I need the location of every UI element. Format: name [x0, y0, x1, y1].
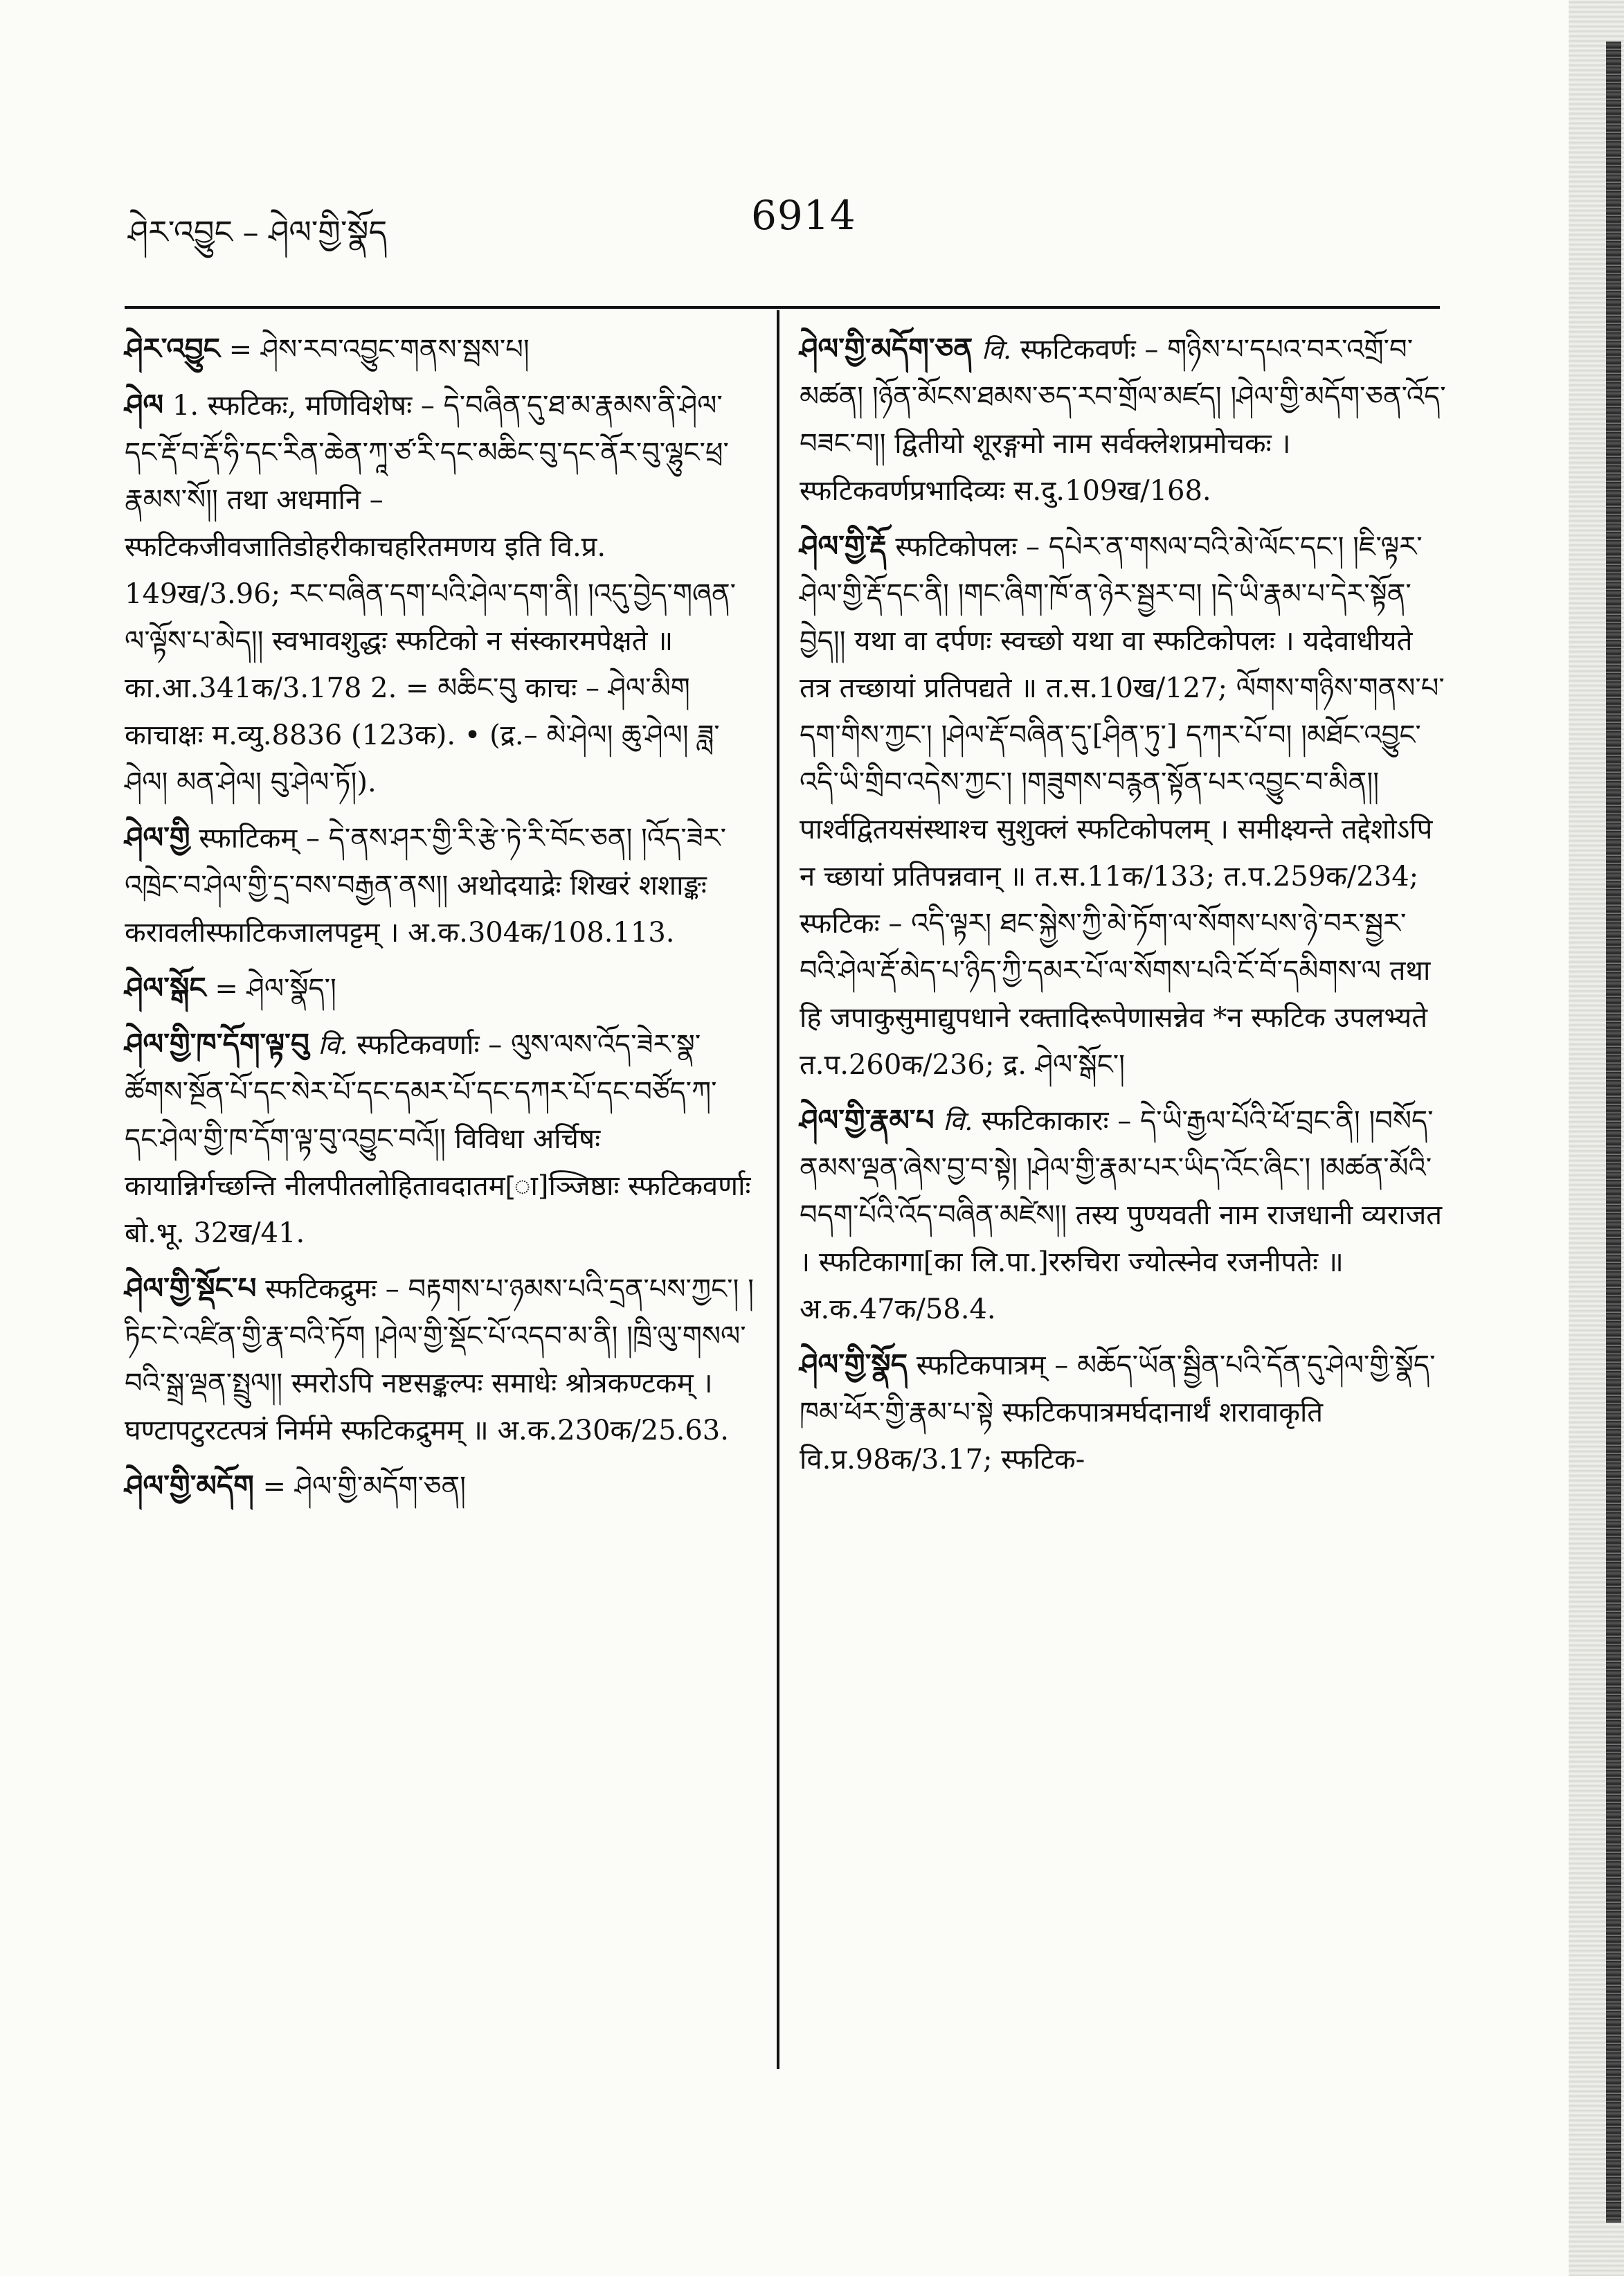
header-rule [125, 306, 1440, 309]
entry-headword: ཤེལ་གྱི་རྡོ [800, 529, 887, 563]
entry-headword: ཤེལ [125, 388, 164, 422]
dictionary-entry [125, 1462, 755, 1510]
dictionary-entry [125, 1265, 755, 1454]
page-edge [1569, 0, 1624, 2276]
entry-text: स्फाटिकम् – དེ་ནས་ཤར་གྱི་རི་རྩེ་ཏེ་རི་བོང་ཅན། །འོད་ཟེར་འཁྲེང་བ་ཤེལ་གྱི་དྲ་བས་བརྒྱན་ནས།། अथोदयाद्रेः शिखरं शशाङ्कः करावलीस्फाटिकजालपट्टम् । अ.क.304क/108.113. [125, 823, 726, 949]
entry-pos: वि. [982, 334, 1012, 365]
left-column [125, 325, 755, 1518]
entry-text: स्फटिकाकारः – དེ་ཡི་རྒྱལ་པོའི་ཕོ་བྲང་ནི། །བསོད་ནམས་ལྡན་ཞེས་བྱ་བ་སྟེ། །ཤེལ་གྱི་རྣམ་པར་ཡིད་འོང་ཞིང་། །མཚན་མོའི་བདག་པོའི་འོད་བཞིན་མཛེས།། तस्य पुण्यवती नाम राजधानी व्यराजत । स्फटिकागा[का लि.पा.]ररुचिरा ज्योत्स्नेव रजनीपतेः ॥ अ.क.47क/58.4. [800, 1105, 1443, 1325]
dictionary-entry [800, 1097, 1447, 1333]
entry-text: स्फटिकद्रुमः – བརྟགས་པ་ཉམས་པའི་དྲན་པས་ཀྱང་། །ཏིང་ངེ་འཛིན་གྱི་རྣ་བའི་ཏོག །ཤེལ་གྱི་སྡོང་པོ་འདབ་མ་ནི། །ཁྲི་ལུ་གསལ་བའི་སྒྲ་ལྡན་སྤྲུལ།། स्मरोऽपि नष्टसङ्कल्पः समाधेः श्रोत्रकण्टकम् । घण्टापटुरटत्पत्रं निर्ममे स्फटिकद्रुमम् ॥ अ.क.230क/25.63. [125, 1273, 754, 1446]
entry-headword: ཤེལ་གྱི་མདོག་ཅན [800, 332, 973, 366]
entry-headword: ཤེལ་གྱི་ཁ་དོག་ལྟ་བུ [125, 1027, 309, 1061]
entry-headword: ཤེལ་གྱི [125, 821, 190, 854]
entry-headword: ཤེལ་གྱི་རྣམ་པ [800, 1103, 935, 1137]
page-header [128, 192, 1436, 267]
dictionary-entry [800, 1341, 1447, 1483]
running-head: ཤེར་འབྱུང – ཤེལ་གྱི་སྣོད [128, 213, 388, 251]
entry-text: स्फटिकोपलः – དཔེར་ན་གསལ་བའི་མེ་ལོང་དང་། །ཇི་ལྟར་ཤེལ་གྱི་རྡོ་དང་ནི། །གང་ཞིག་ཁོ་ན་ཉེར་སྦྱར་བ། །དེ་ཡི་རྣམ་པ་དེར་སྟོན་བྱེད།། यथा वा दर्पणः स्वच्छो यथा वा स्फटिकोपलः । यदेवाधीयते तत्र तच्छायां प्रतिपद्यते ॥ त.स.10ख/127; ལོགས་གཉིས་གནས་པ་དག་གིས་ཀྱང་། །ཤེལ་རྡོ་བཞིན་དུ་[ཤིན་ཏུ་] དཀར་པོ་བ། །མཐོང་འབྱུང་འདི་ཡི་གྲིབ་འདེས་ཀྱང་། །གཟུགས་བརྙན་སྟོན་པར་འབྱུང་བ་མིན།། पार्श्वद्वितयसंस्थाश्च सुशुक्लं स्फटिकोपलम् । समीक्ष्यन्ते तद्देशोऽपि न च्छायां प्रतिपन्नवान् ॥ त.स.11क/133; त.प.259क/234; स्फटिकः – འདི་ལྟར། ཐང་སྐྱེས་ཀྱི་མེ་ཏོག་ལ་སོགས་པས་ཉེ་བར་སྦྱར་བའི་ཤེལ་རྡོ་མེད་པ་ཉིད་ཀྱི་དམར་པོ་ལ་སོགས་པའི་ངོ་བོ་དམིགས་ལ तथा हि जपाकुसुमाद्युपधाने रक्तादिरूपेणासन्नेव *न स्फटिक उपलभ्यते त.प.260क/236; द्र. ཤེལ་སྒོང་། [800, 531, 1445, 1081]
page-number: 6914 [751, 192, 856, 239]
entry-text: 1. स्फटिकः, मणिविशेषः – དེ་བཞིན་དུ་ཐ་མ་རྣམས་ནི་ཤེལ་དང་རྡོ་བ་རྡོ་ཧི་དང་རིན་ཆེན་ཀཱ་ཙ་རི་དང་མཆིང་བུ་དང་ནོར་བུ་ལྷུང་ཕྲ་རྣམས་སོ།། तथा अधमानि – स्फटिकजीवजातिडोहरीकाचहरितमणय इति वि.प्र. 149ख/3.96; རང་བཞིན་དག་པའི་ཤེལ་དག་ནི། །འདུ་བྱེད་གཞན་ལ་ལྟོས་པ་མེད།། स्वभावशुद्धः स्फटिको न संस्कारमपेक्षते ॥ का.आ.341क/3.178 2. = མཆིང་བུ काचः – ཤེལ་མིག काचाक्षः म.व्यु.8836 (123क). • (द्र.– མེ་ཤེལ། ཆུ་ཤེལ། ཟླ་ཤེལ། མན་ཤེལ། བུ་ཤེལ་ཏོ།). [125, 390, 737, 798]
entry-text: = ཤེས་རབ་འབྱུང་གནས་སྦས་པ། [228, 334, 530, 366]
dictionary-entry [800, 325, 1447, 514]
entry-headword: ཤེལ་གྱི་སྣོད [800, 1347, 908, 1381]
entry-text: = ཤེལ་སྣོད་། [215, 973, 336, 1005]
entry-headword: ཤེལ་གྱི་སྡོང་པ [125, 1271, 257, 1305]
entry-text: स्फटिकवर्णः – གཉིས་པ་དཔའ་བར་འགྲོ་བ་མཚན། །ཉོན་མོངས་ཐམས་ཅད་རབ་གྲོལ་མཛད། །ཤེལ་གྱི་མདོག་ཅན་འོད་བཟང་བ།། द्वितीयो शूरङ्गमो नाम सर्वक्लेशप्रमोचकः । स्फटिकवर्णप्रभादिव्यः स.दु.109ख/168. [800, 334, 1446, 507]
dictionary-entry [125, 382, 755, 806]
entry-pos: वि. [943, 1106, 973, 1136]
entry-headword: ཤེལ་གྱི་མདོག [125, 1469, 254, 1503]
dictionary-entry [800, 523, 1447, 1088]
entry-text: = ཤེལ་གྱི་མདོག་ཅན། [262, 1471, 467, 1503]
dictionary-entry [125, 814, 755, 956]
entry-headword: ཤེར་འབྱུང [125, 332, 220, 366]
right-column [800, 325, 1447, 1491]
entry-pos: वि. [318, 1030, 348, 1060]
entry-text: स्फटिकवर्णाः – ལུས་ལས་འོད་ཟེར་སྣ་ཚོགས་སྔོན་པོ་དང་སེར་པོ་དང་དམར་པོ་དང་དཀར་པོ་དང་བཙོད་ཀ་དང་ཤེལ་གྱི་ཁ་དོག་ལྟ་བུ་འབྱུང་བའོ།། विविधा अर्चिषः कायान्निर्गच्छन्ति नीलपीतलोहितावदातम[ा]ञ्जिष्ठाः स्फटिकवर्णाः बो.भू. 32ख/41. [125, 1029, 751, 1249]
dictionary-entry [125, 965, 755, 1012]
column-divider [777, 310, 779, 2069]
dictionary-entry [125, 325, 755, 373]
entry-headword: ཤེལ་སྒོང [125, 971, 206, 1005]
entry-text: स्फटिकपात्रम् – མཆོད་ཡོན་སྦྱིན་པའི་དོན་དུ་ཤེལ་གྱི་སྣོད་ཁམ་ཕོར་གྱི་རྣམ་པ་སྟེ स्फटिकपात्रमर्घदानार्थं शरावाकृति वि.प्र.98क/3.17; स्फटिक- [800, 1350, 1436, 1476]
dictionary-entry [125, 1021, 755, 1257]
